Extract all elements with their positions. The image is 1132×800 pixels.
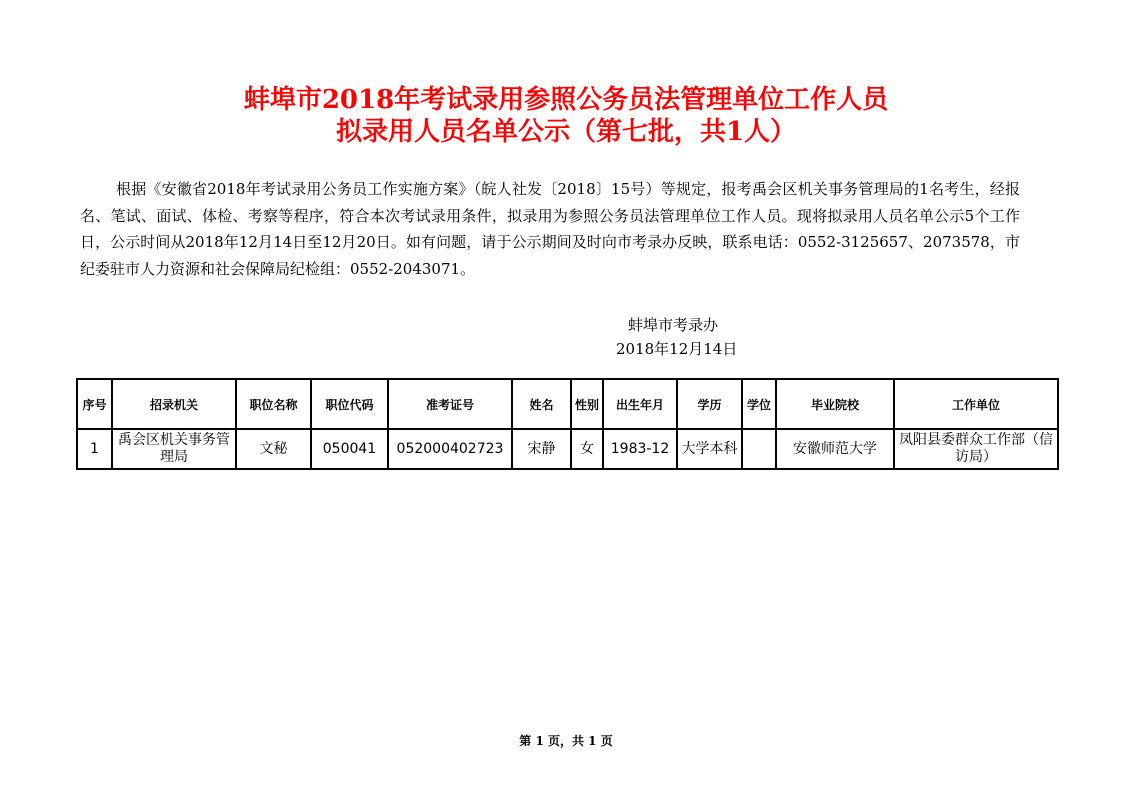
header-cell: 招录机关 bbox=[112, 379, 236, 429]
cell-agency: 禹会区机关事务管理局 bbox=[112, 429, 236, 469]
header-cell: 学位 bbox=[742, 379, 776, 429]
document-title-line1: 蚌埠市2018年考试录用参照公务员法管理单位工作人员 bbox=[243, 85, 889, 115]
header-cell: 序号 bbox=[77, 379, 112, 429]
page-footer: 第 1 页，共 1 页 bbox=[519, 734, 613, 748]
cell-position: 文秘 bbox=[236, 429, 311, 469]
cell-school: 安徽师范大学 bbox=[776, 429, 894, 469]
cell-workplace: 凤阳县委群众工作部（信访局） bbox=[894, 429, 1058, 469]
header-cell: 出生年月 bbox=[603, 379, 677, 429]
signer-date: 2018年12月14日 bbox=[616, 340, 738, 358]
header-cell: 姓名 bbox=[512, 379, 571, 429]
cell-seq: 1 bbox=[77, 429, 112, 469]
candidate-table bbox=[76, 378, 1059, 470]
header-cell: 职位名称 bbox=[236, 379, 311, 429]
cell-name: 宋静 bbox=[512, 429, 571, 469]
header-cell: 工作单位 bbox=[894, 379, 1058, 429]
table-row bbox=[77, 429, 1058, 469]
cell-gender: 女 bbox=[571, 429, 603, 469]
cell-degree bbox=[742, 429, 776, 469]
header-cell: 性别 bbox=[571, 379, 603, 429]
header-cell: 毕业院校 bbox=[776, 379, 894, 429]
announcement-body: 根据《安徽省2018年考试录用公务员工作实施方案》（皖人社发〔2018〕15号）等规定，报考禹会区机关事务管理局的1名考生，经报名、笔试、面试、体检、考察等程序，符合本次考试录用条件，拟录用为参照公务员法管理单位工作人员。现将拟录用人员名单公示5个工作日，公示时间从2018年12月14日至12月20日。如有问题，请于公示期间及时向市考录办反映，联系电话：0552-3125657、2073578，市纪委驻市人力资源和社会保障局纪检组：0552-2043071。 bbox=[80, 180, 1020, 278]
document-title-line2: 拟录用人员名单公示（第七批，共1人） bbox=[335, 117, 797, 147]
signer-organization: 蚌埠市考录办 bbox=[628, 316, 719, 334]
cell-education: 大学本科 bbox=[677, 429, 742, 469]
cell-birth: 1983-12 bbox=[603, 429, 677, 469]
header-cell: 学历 bbox=[677, 379, 742, 429]
header-cell: 职位代码 bbox=[311, 379, 388, 429]
cell-exam-number: 052000402723 bbox=[388, 429, 512, 469]
table-header-row bbox=[77, 379, 1058, 429]
header-cell: 准考证号 bbox=[388, 379, 512, 429]
cell-position-code: 050041 bbox=[311, 429, 388, 469]
